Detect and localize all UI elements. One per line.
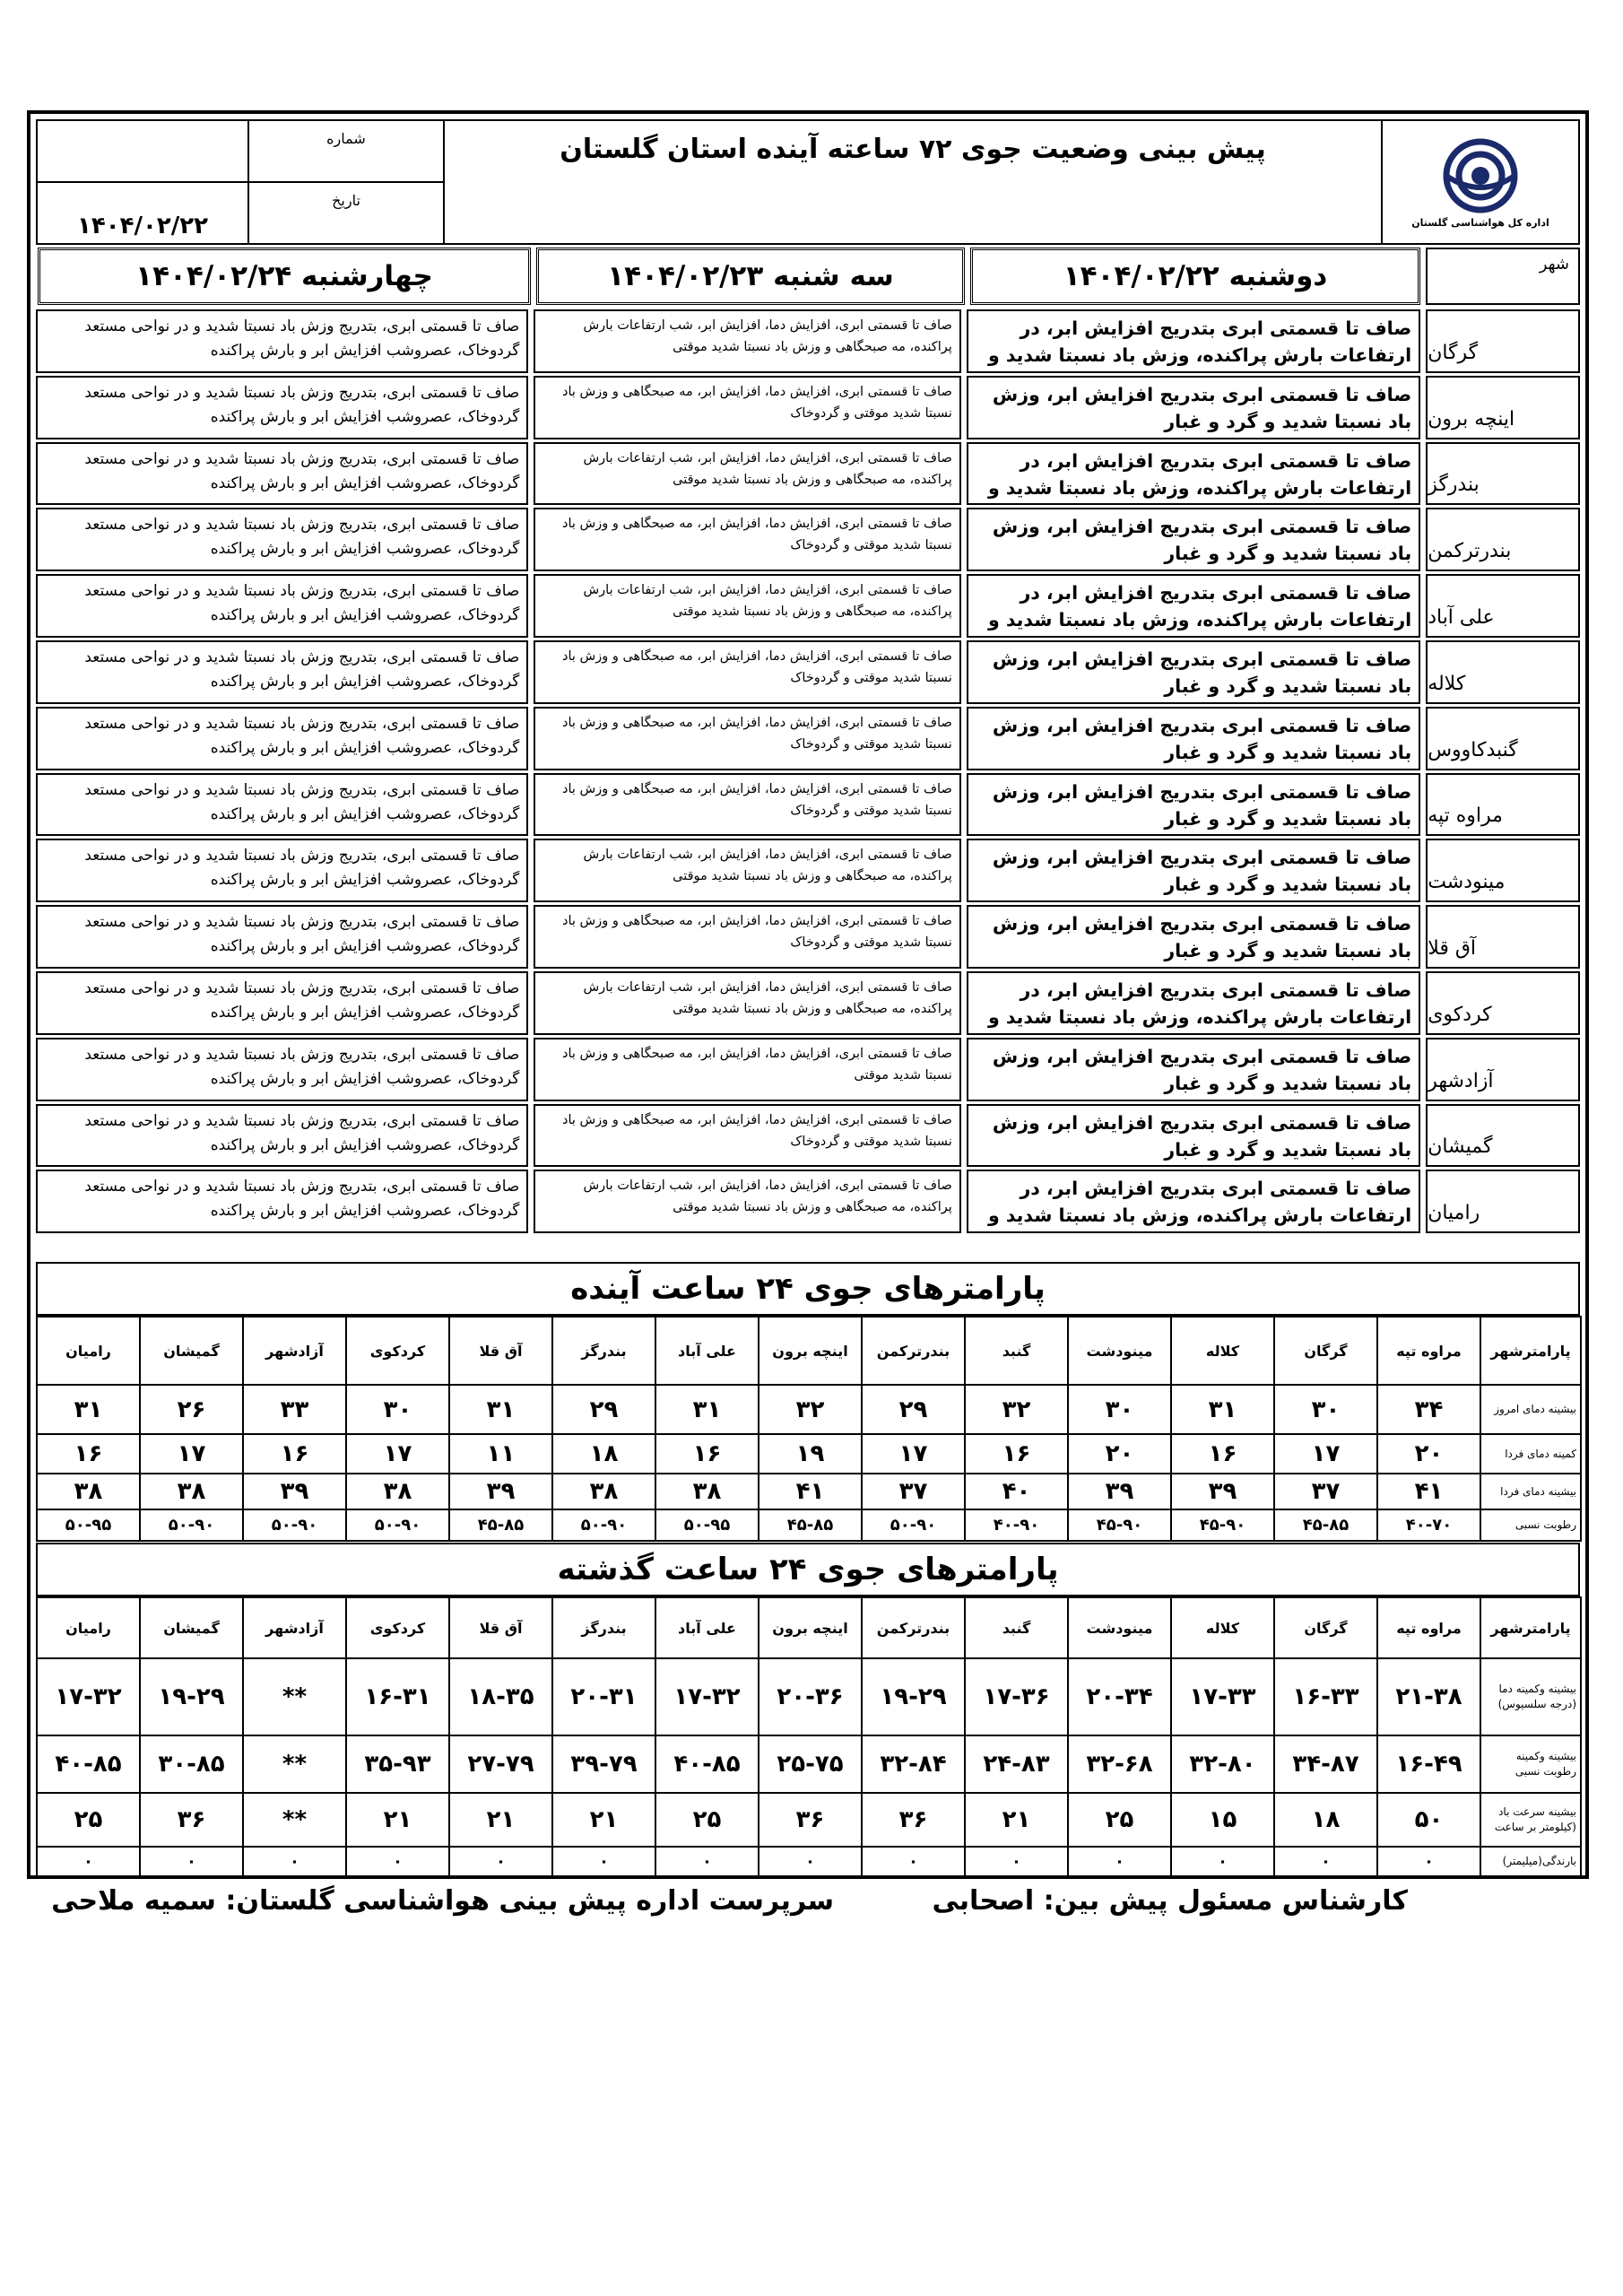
param-value: ۰ [655,1847,759,1876]
city-header: اینچه برون [759,1597,862,1658]
param-value: ۲۵ [1068,1793,1171,1847]
city-header: رامیان [37,1317,140,1385]
param-value: ۰ [243,1847,346,1876]
param-label: بیشینه سرعت باد (کیلومتر بر ساعت [1480,1793,1581,1847]
forecast-day1: صاف تا قسمتی ابری بتدریج افزایش ابر، وزش باد نسبتا شدید و گرد و غبار [967,1038,1420,1101]
param-value: ۳۰-۸۵ [140,1735,243,1793]
city-header: بندرگز [552,1317,655,1385]
city-header: مراوه تپه [1377,1317,1480,1385]
param-value: ۳۹ [243,1474,346,1509]
document-header [36,119,1580,245]
table-row [37,1658,1581,1735]
param-value: ۳۸ [346,1474,449,1509]
param-value: ۳۹-۷۹ [552,1735,655,1793]
param-value: ** [243,1735,346,1793]
date-value: ۱۴۰۴/۰۲/۲۲ [77,213,208,239]
param-value: ۰ [552,1847,655,1876]
forecast-day1: صاف تا قسمتی ابری بتدریج افزایش ابر، در ارتفاعات بارش پراکنده، وزش باد نسبتا شدید و [967,971,1420,1035]
city-header: گمیشان [140,1317,243,1385]
param-value: ۳۶ [140,1793,243,1847]
param-value: ۲۰ [1377,1434,1480,1474]
param-label: بیشینه وکمینه رطوبت نسبی [1480,1735,1581,1793]
forecast-day1: صاف تا قسمتی ابری بتدریج افزایش ابر، در ارتفاعات بارش پراکنده، وزش باد نسبتا شدید و [967,309,1420,373]
param-value: ۰ [346,1847,449,1876]
param-value: ۰ [1377,1847,1480,1876]
forecast-row [36,773,1580,837]
param-value: ۳۱ [449,1385,552,1434]
city-header: آزادشهر [243,1317,346,1385]
param-value: ۴۰-۷۰ [1377,1509,1480,1541]
forecast-row [36,376,1580,439]
forecast-day3: صاف تا قسمتی ابری، بتدریج وزش باد نسبتا شدید و در نواحی مستعد گردوخاک، عصروشب افزایش ابر و بارش پراکنده [36,773,528,837]
forecast-row [36,1038,1580,1101]
param-value: ۱۵ [1171,1793,1274,1847]
param-value: ۲۰-۳۶ [759,1658,862,1735]
date-label: تاریخ [247,183,443,243]
param-value: ۴۰-۸۵ [37,1735,140,1793]
table-row [37,1793,1581,1847]
city-header: مینودشت [1068,1317,1171,1385]
param-label: بیشینه دمای امروز [1480,1385,1581,1434]
param-value: ۳۰ [1068,1385,1171,1434]
forecast-day3: صاف تا قسمتی ابری، بتدریج وزش باد نسبتا شدید و در نواحی مستعد گردوخاک، عصروشب افزایش ابر و بارش پراکنده [36,376,528,439]
param-value: ۲۶ [140,1385,243,1434]
param-value: ۱۶ [655,1434,759,1474]
param-value: ۱۷-۳۲ [655,1658,759,1735]
forecast-day1: صاف تا قسمتی ابری بتدریج افزایش ابر، در ارتفاعات بارش پراکنده، وزش باد نسبتا شدید و [967,574,1420,638]
param-value: ۲۱ [449,1793,552,1847]
param-value: ۰ [140,1847,243,1876]
param-value: ۱۶ [37,1434,140,1474]
city-name: آزادشهر [1426,1038,1580,1101]
param-value: ۲۱ [965,1793,1068,1847]
param-value: ۱۶ [243,1434,346,1474]
day-header-monday: دوشنبه ۱۴۰۴/۰۲/۲۲ [970,248,1420,305]
param-value: ۱۷-۳۲ [37,1658,140,1735]
city-header: گنبد [965,1317,1068,1385]
forecast-row [36,905,1580,969]
next24-title: پارامترهای جوی ۲۴ ساعت آینده [36,1262,1580,1316]
forecast-day1: صاف تا قسمتی ابری بتدریج افزایش ابر، وزش باد نسبتا شدید و گرد و غبار [967,640,1420,704]
param-value: ۴۰ [965,1474,1068,1509]
param-value: ۴۵-۸۵ [759,1509,862,1541]
meteorological-organization-logo [1391,136,1570,215]
forecast-day2: صاف تا قسمتی ابری، افزایش دما، افزایش ابر، مه صبحگاهی و وزش باد نسبتا شدید موقتی و گردوخاک [534,707,960,770]
param-value: ۳۹ [1171,1474,1274,1509]
param-value: ۳۱ [37,1385,140,1434]
param-value: ۳۲-۶۸ [1068,1735,1171,1793]
city-name: کردکوی [1426,971,1580,1035]
city-header: علی آباد [655,1597,759,1658]
table-row [37,1735,1581,1793]
forecast-day3: صاف تا قسمتی ابری، بتدریج وزش باد نسبتا شدید و در نواحی مستعد گردوخاک، عصروشب افزایش ابر و بارش پراکنده [36,1170,528,1233]
forecast-day2: صاف تا قسمتی ابری، افزایش دما، افزایش ابر، مه صبحگاهی و وزش باد نسبتا شدید موقتی و گردوخاک [534,905,960,969]
meta-box [38,121,445,243]
param-value: ۳۰ [346,1385,449,1434]
param-label: کمینه دمای فردا [1480,1434,1581,1474]
param-value: ۴۰-۹۰ [965,1509,1068,1541]
param-value: ۴۵-۹۰ [1068,1509,1171,1541]
param-value: ۲۱-۳۸ [1377,1658,1480,1735]
city-header: گمیشان [140,1597,243,1658]
table-header-row [37,1597,1581,1658]
forecast-day2: صاف تا قسمتی ابری، افزایش دما، افزایش ابر، مه صبحگاهی و وزش باد نسبتا شدید موقتی و گردوخاک [534,376,960,439]
param-value: ۱۸ [1274,1793,1377,1847]
forecast-day1: صاف تا قسمتی ابری بتدریج افزایش ابر، وزش باد نسبتا شدید و گرد و غبار [967,508,1420,571]
param-value: ۴۵-۸۵ [449,1509,552,1541]
forecast-day3: صاف تا قسمتی ابری، بتدریج وزش باد نسبتا شدید و در نواحی مستعد گردوخاک، عصروشب افزایش ابر و بارش پراکنده [36,442,528,506]
forecast-day2: صاف تا قسمتی ابری، افزایش دما، افزایش ابر، شب ارتفاعات بارش پراکنده، مه صبحگاهی و وزش باد نسبتا شدید موقتی [534,574,960,638]
param-value: ۳۳ [243,1385,346,1434]
table-row [37,1434,1581,1474]
forecast-row [36,707,1580,770]
param-value: ۵۰-۹۵ [655,1509,759,1541]
param-value: ۳۶ [862,1793,965,1847]
city-name: مینودشت [1426,839,1580,902]
param-value: ۱۷ [346,1434,449,1474]
city-header: آق قلا [449,1597,552,1658]
param-value: ۱۱ [449,1434,552,1474]
param-value: ۱۶ [1171,1434,1274,1474]
param-value: ۱۹-۲۹ [140,1658,243,1735]
param-value: ۱۹ [759,1434,862,1474]
city-name: آق قلا [1426,905,1580,969]
forecast-row [36,574,1580,638]
param-value: ۲۵-۷۵ [759,1735,862,1793]
city-name: بندرترکمن [1426,508,1580,571]
param-value: ۴۱ [1377,1474,1480,1509]
number-row [38,121,443,183]
forecast-day3: صاف تا قسمتی ابری، بتدریج وزش باد نسبتا شدید و در نواحی مستعد گردوخاک، عصروشب افزایش ابر و بارش پراکنده [36,707,528,770]
forecast-day3: صاف تا قسمتی ابری، بتدریج وزش باد نسبتا شدید و در نواحی مستعد گردوخاک، عصروشب افزایش ابر و بارش پراکنده [36,905,528,969]
table-row [37,1474,1581,1509]
param-value: ۲۹ [552,1385,655,1434]
forecast-day3: صاف تا قسمتی ابری، بتدریج وزش باد نسبتا شدید و در نواحی مستعد گردوخاک، عصروشب افزایش ابر و بارش پراکنده [36,309,528,373]
city-name: اینچه برون [1426,376,1580,439]
param-header: پارامترشهر [1480,1317,1581,1385]
forecast-row [36,508,1580,571]
param-value: ۳۲ [965,1385,1068,1434]
param-value: ۱۸ [552,1434,655,1474]
number-value [38,121,247,181]
param-value: ۰ [759,1847,862,1876]
forecast-row [36,309,1580,373]
city-header: گرگان [1274,1597,1377,1658]
param-value: ۳۲-۸۴ [862,1735,965,1793]
forecast-day2: صاف تا قسمتی ابری، افزایش دما، افزایش ابر، مه صبحگاهی و وزش باد نسبتا شدید موقتی و گردوخاک [534,508,960,571]
document-title: پیش بینی وضعیت جوی ۷۲ ساعته آینده استان گلستان [560,134,1266,165]
param-value: ۵۰-۹۰ [552,1509,655,1541]
param-value: ۱۸-۳۵ [449,1658,552,1735]
forecast-day3: صاف تا قسمتی ابری، بتدریج وزش باد نسبتا شدید و در نواحی مستعد گردوخاک، عصروشب افزایش ابر و بارش پراکنده [36,508,528,571]
table-row [37,1385,1581,1434]
forecast-day3: صاف تا قسمتی ابری، بتدریج وزش باد نسبتا شدید و در نواحی مستعد گردوخاک، عصروشب افزایش ابر و بارش پراکنده [36,971,528,1035]
logo-caption: اداره کل هواشناسی گلستان [1411,216,1549,229]
forecast-row [36,1170,1580,1233]
date-row [38,183,443,243]
param-value: ۳۹ [1068,1474,1171,1509]
forecast-day1: صاف تا قسمتی ابری بتدریج افزایش ابر، وزش باد نسبتا شدید و گرد و غبار [967,376,1420,439]
logo-cell [1381,121,1578,243]
param-value: ۲۱ [552,1793,655,1847]
city-header: آزادشهر [243,1597,346,1658]
number-label: شماره [247,121,443,181]
param-value: ** [243,1658,346,1735]
param-value: ۱۶-۳۱ [346,1658,449,1735]
param-value: ۰ [1171,1847,1274,1876]
param-value: ۲۴-۸۳ [965,1735,1068,1793]
param-value: ۳۷ [1274,1474,1377,1509]
param-value: ۵۰-۹۰ [243,1509,346,1541]
city-name: بندرگز [1426,442,1580,506]
param-value: ۲۹ [862,1385,965,1434]
forecast-day2: صاف تا قسمتی ابری، افزایش دما، افزایش ابر، شب ارتفاعات بارش پراکنده، مه صبحگاهی و وزش باد نسبتا شدید موقتی [534,309,960,373]
param-value: ۳۸ [37,1474,140,1509]
forecast-row [36,442,1580,506]
forecast-row [36,971,1580,1035]
param-value: ۰ [37,1847,140,1876]
city-header: آق قلا [449,1317,552,1385]
param-value: ۰ [1068,1847,1171,1876]
param-value: ۰ [1274,1847,1377,1876]
param-header: پارامترشهر [1480,1597,1581,1658]
param-value: ۳۶ [759,1793,862,1847]
city-name: گرگان [1426,309,1580,373]
city-name: رامیان [1426,1170,1580,1233]
param-value: ۳۷ [862,1474,965,1509]
param-value: ۱۷-۳۳ [1171,1658,1274,1735]
param-value: ۳۲ [759,1385,862,1434]
city-header: کردکوی [346,1597,449,1658]
forecast-day1: صاف تا قسمتی ابری بتدریج افزایش ابر، وزش باد نسبتا شدید و گرد و غبار [967,1104,1420,1168]
param-value: ۳۵-۹۳ [346,1735,449,1793]
forecast-day2: صاف تا قسمتی ابری، افزایش دما، افزایش ابر، مه صبحگاهی و وزش باد نسبتا شدید موقتی و گردوخاک [534,640,960,704]
forecast-day1: صاف تا قسمتی ابری بتدریج افزایش ابر، در ارتفاعات بارش پراکنده، وزش باد نسبتا شدید و [967,442,1420,506]
past24-title: پارامترهای جوی ۲۴ ساعت گذشته [36,1543,1580,1596]
param-value: ۱۹-۲۹ [862,1658,965,1735]
param-label: بیشینه دمای فردا [1480,1474,1581,1509]
param-value: ۳۱ [655,1385,759,1434]
city-header: اینچه برون [759,1317,862,1385]
param-value: ۰ [449,1847,552,1876]
param-value: ۴۱ [759,1474,862,1509]
city-header: کلاله [1171,1317,1274,1385]
forecast-day3: صاف تا قسمتی ابری، بتدریج وزش باد نسبتا شدید و در نواحی مستعد گردوخاک، عصروشب افزایش ابر و بارش پراکنده [36,640,528,704]
param-value: ۲۵ [37,1793,140,1847]
param-value: ۳۸ [655,1474,759,1509]
city-header: بندرترکمن [862,1317,965,1385]
forecast-day3: صاف تا قسمتی ابری، بتدریج وزش باد نسبتا شدید و در نواحی مستعد گردوخاک، عصروشب افزایش ابر و بارش پراکنده [36,574,528,638]
city-name: مراوه تپه [1426,773,1580,837]
param-value: ۱۶-۳۳ [1274,1658,1377,1735]
param-value: ۳۲-۸۰ [1171,1735,1274,1793]
param-value: ۳۰ [1274,1385,1377,1434]
param-value: ۲۵ [655,1793,759,1847]
city-name: کلاله [1426,640,1580,704]
city-header: مینودشت [1068,1597,1171,1658]
city-header: کردکوی [346,1317,449,1385]
param-value: ۳۴-۸۷ [1274,1735,1377,1793]
city-header: کلاله [1171,1597,1274,1658]
param-value: ۵۰-۹۰ [346,1509,449,1541]
city-name: علی آباد [1426,574,1580,638]
param-value: ۵۰-۹۰ [862,1509,965,1541]
param-value: ۳۴ [1377,1385,1480,1434]
city-header: رامیان [37,1597,140,1658]
param-value: ۰ [862,1847,965,1876]
city-name: گمیشان [1426,1104,1580,1168]
param-value: ۴۵-۹۰ [1171,1509,1274,1541]
param-value: ۳۸ [552,1474,655,1509]
city-header: گنبد [965,1597,1068,1658]
param-value: ۱۶-۴۹ [1377,1735,1480,1793]
forecast-day1: صاف تا قسمتی ابری بتدریج افزایش ابر، در ارتفاعات بارش پراکنده، وزش باد نسبتا شدید و [967,1170,1420,1233]
forecast-day2: صاف تا قسمتی ابری، افزایش دما، افزایش ابر، شب ارتفاعات بارش پراکنده، مه صبحگاهی و وزش باد نسبتا شدید موقتی [534,839,960,902]
param-value: ۲۷-۷۹ [449,1735,552,1793]
city-column-header: شهر [1426,248,1580,305]
param-label: بیشینه وکمینه دما (درجه سلسیوس) [1480,1658,1581,1735]
city-name: گنبدکاووس [1426,707,1580,770]
param-value: ۲۰-۳۱ [552,1658,655,1735]
table-header-row [37,1317,1581,1385]
param-value: ۰ [965,1847,1068,1876]
param-value: ۴۵-۸۵ [1274,1509,1377,1541]
param-value: ۲۱ [346,1793,449,1847]
day-header-tuesday: سه شنبه ۱۴۰۴/۰۲/۲۳ [536,248,965,305]
param-value: ۵۰-۹۰ [140,1509,243,1541]
city-header: علی آباد [655,1317,759,1385]
city-header: بندرترکمن [862,1597,965,1658]
supervisor-signature: سرپرست اداره پیش بینی هواشناسی گلستان: سمیه ملاحی [51,1885,834,1917]
forecast-day1: صاف تا قسمتی ابری بتدریج افزایش ابر، وزش باد نسبتا شدید و گرد و غبار [967,839,1420,902]
forecast-row [36,839,1580,902]
forecaster-signature: کارشناس مسئول پیش بین: اصحابی [932,1885,1408,1917]
param-value: ** [243,1793,346,1847]
forecast-day2: صاف تا قسمتی ابری، افزایش دما، افزایش ابر، شب ارتفاعات بارش پراکنده، مه صبحگاهی و وزش باد نسبتا شدید موقتی [534,1170,960,1233]
param-label: بارندگی(میلیمتر) [1480,1847,1581,1876]
param-value: ۵۰ [1377,1793,1480,1847]
forecast-day2: صاف تا قسمتی ابری، افزایش دما، افزایش ابر، شب ارتفاعات بارش پراکنده، مه صبحگاهی و وزش باد نسبتا شدید موقتی [534,442,960,506]
forecast-day1: صاف تا قسمتی ابری بتدریج افزایش ابر، وزش باد نسبتا شدید و گرد و غبار [967,905,1420,969]
table-row [37,1509,1581,1541]
forecast-row [36,640,1580,704]
forecast-day1: صاف تا قسمتی ابری بتدریج افزایش ابر، وزش باد نسبتا شدید و گرد و غبار [967,707,1420,770]
next24-table [36,1316,1582,1542]
forecast-day3: صاف تا قسمتی ابری، بتدریج وزش باد نسبتا شدید و در نواحی مستعد گردوخاک، عصروشب افزایش ابر و بارش پراکنده [36,839,528,902]
forecast-day2: صاف تا قسمتی ابری، افزایش دما، افزایش ابر، شب ارتفاعات بارش پراکنده، مه صبحگاهی و وزش باد نسبتا شدید موقتی [534,971,960,1035]
param-value: ۵۰-۹۵ [37,1509,140,1541]
param-label: رطوبت نسبی [1480,1509,1581,1541]
forecast-day2: صاف تا قسمتی ابری، افزایش دما، افزایش ابر، مه صبحگاهی و وزش باد نسبتا شدید موقتی [534,1038,960,1101]
past24-table [36,1596,1582,1877]
param-value: ۴۰-۸۵ [655,1735,759,1793]
forecast-day1: صاف تا قسمتی ابری بتدریج افزایش ابر، وزش باد نسبتا شدید و گرد و غبار [967,773,1420,837]
city-header: مراوه تپه [1377,1597,1480,1658]
forecast-day3: صاف تا قسمتی ابری، بتدریج وزش باد نسبتا شدید و در نواحی مستعد گردوخاک، عصروشب افزایش ابر و بارش پراکنده [36,1038,528,1101]
forecast-day2: صاف تا قسمتی ابری، افزایش دما، افزایش ابر، مه صبحگاهی و وزش باد نسبتا شدید موقتی و گردوخاک [534,773,960,837]
forecast-day3: صاف تا قسمتی ابری، بتدریج وزش باد نسبتا شدید و در نواحی مستعد گردوخاک، عصروشب افزایش ابر و بارش پراکنده [36,1104,528,1168]
param-value: ۱۷-۳۶ [965,1658,1068,1735]
param-value: ۱۷ [1274,1434,1377,1474]
param-value: ۱۶ [965,1434,1068,1474]
forecast-row [36,1104,1580,1168]
forecast-day2: صاف تا قسمتی ابری، افزایش دما، افزایش ابر، مه صبحگاهی و وزش باد نسبتا شدید موقتی و گردوخاک [534,1104,960,1168]
city-header: بندرگز [552,1597,655,1658]
param-value: ۲۰ [1068,1434,1171,1474]
param-value: ۳۹ [449,1474,552,1509]
day-header-wednesday: چهارشنبه ۱۴۰۴/۰۲/۲۴ [38,248,531,305]
table-row [37,1847,1581,1876]
param-value: ۱۷ [140,1434,243,1474]
param-value: ۱۷ [862,1434,965,1474]
param-value: ۲۰-۳۴ [1068,1658,1171,1735]
param-value: ۳۸ [140,1474,243,1509]
param-value: ۳۱ [1171,1385,1274,1434]
city-header: گرگان [1274,1317,1377,1385]
